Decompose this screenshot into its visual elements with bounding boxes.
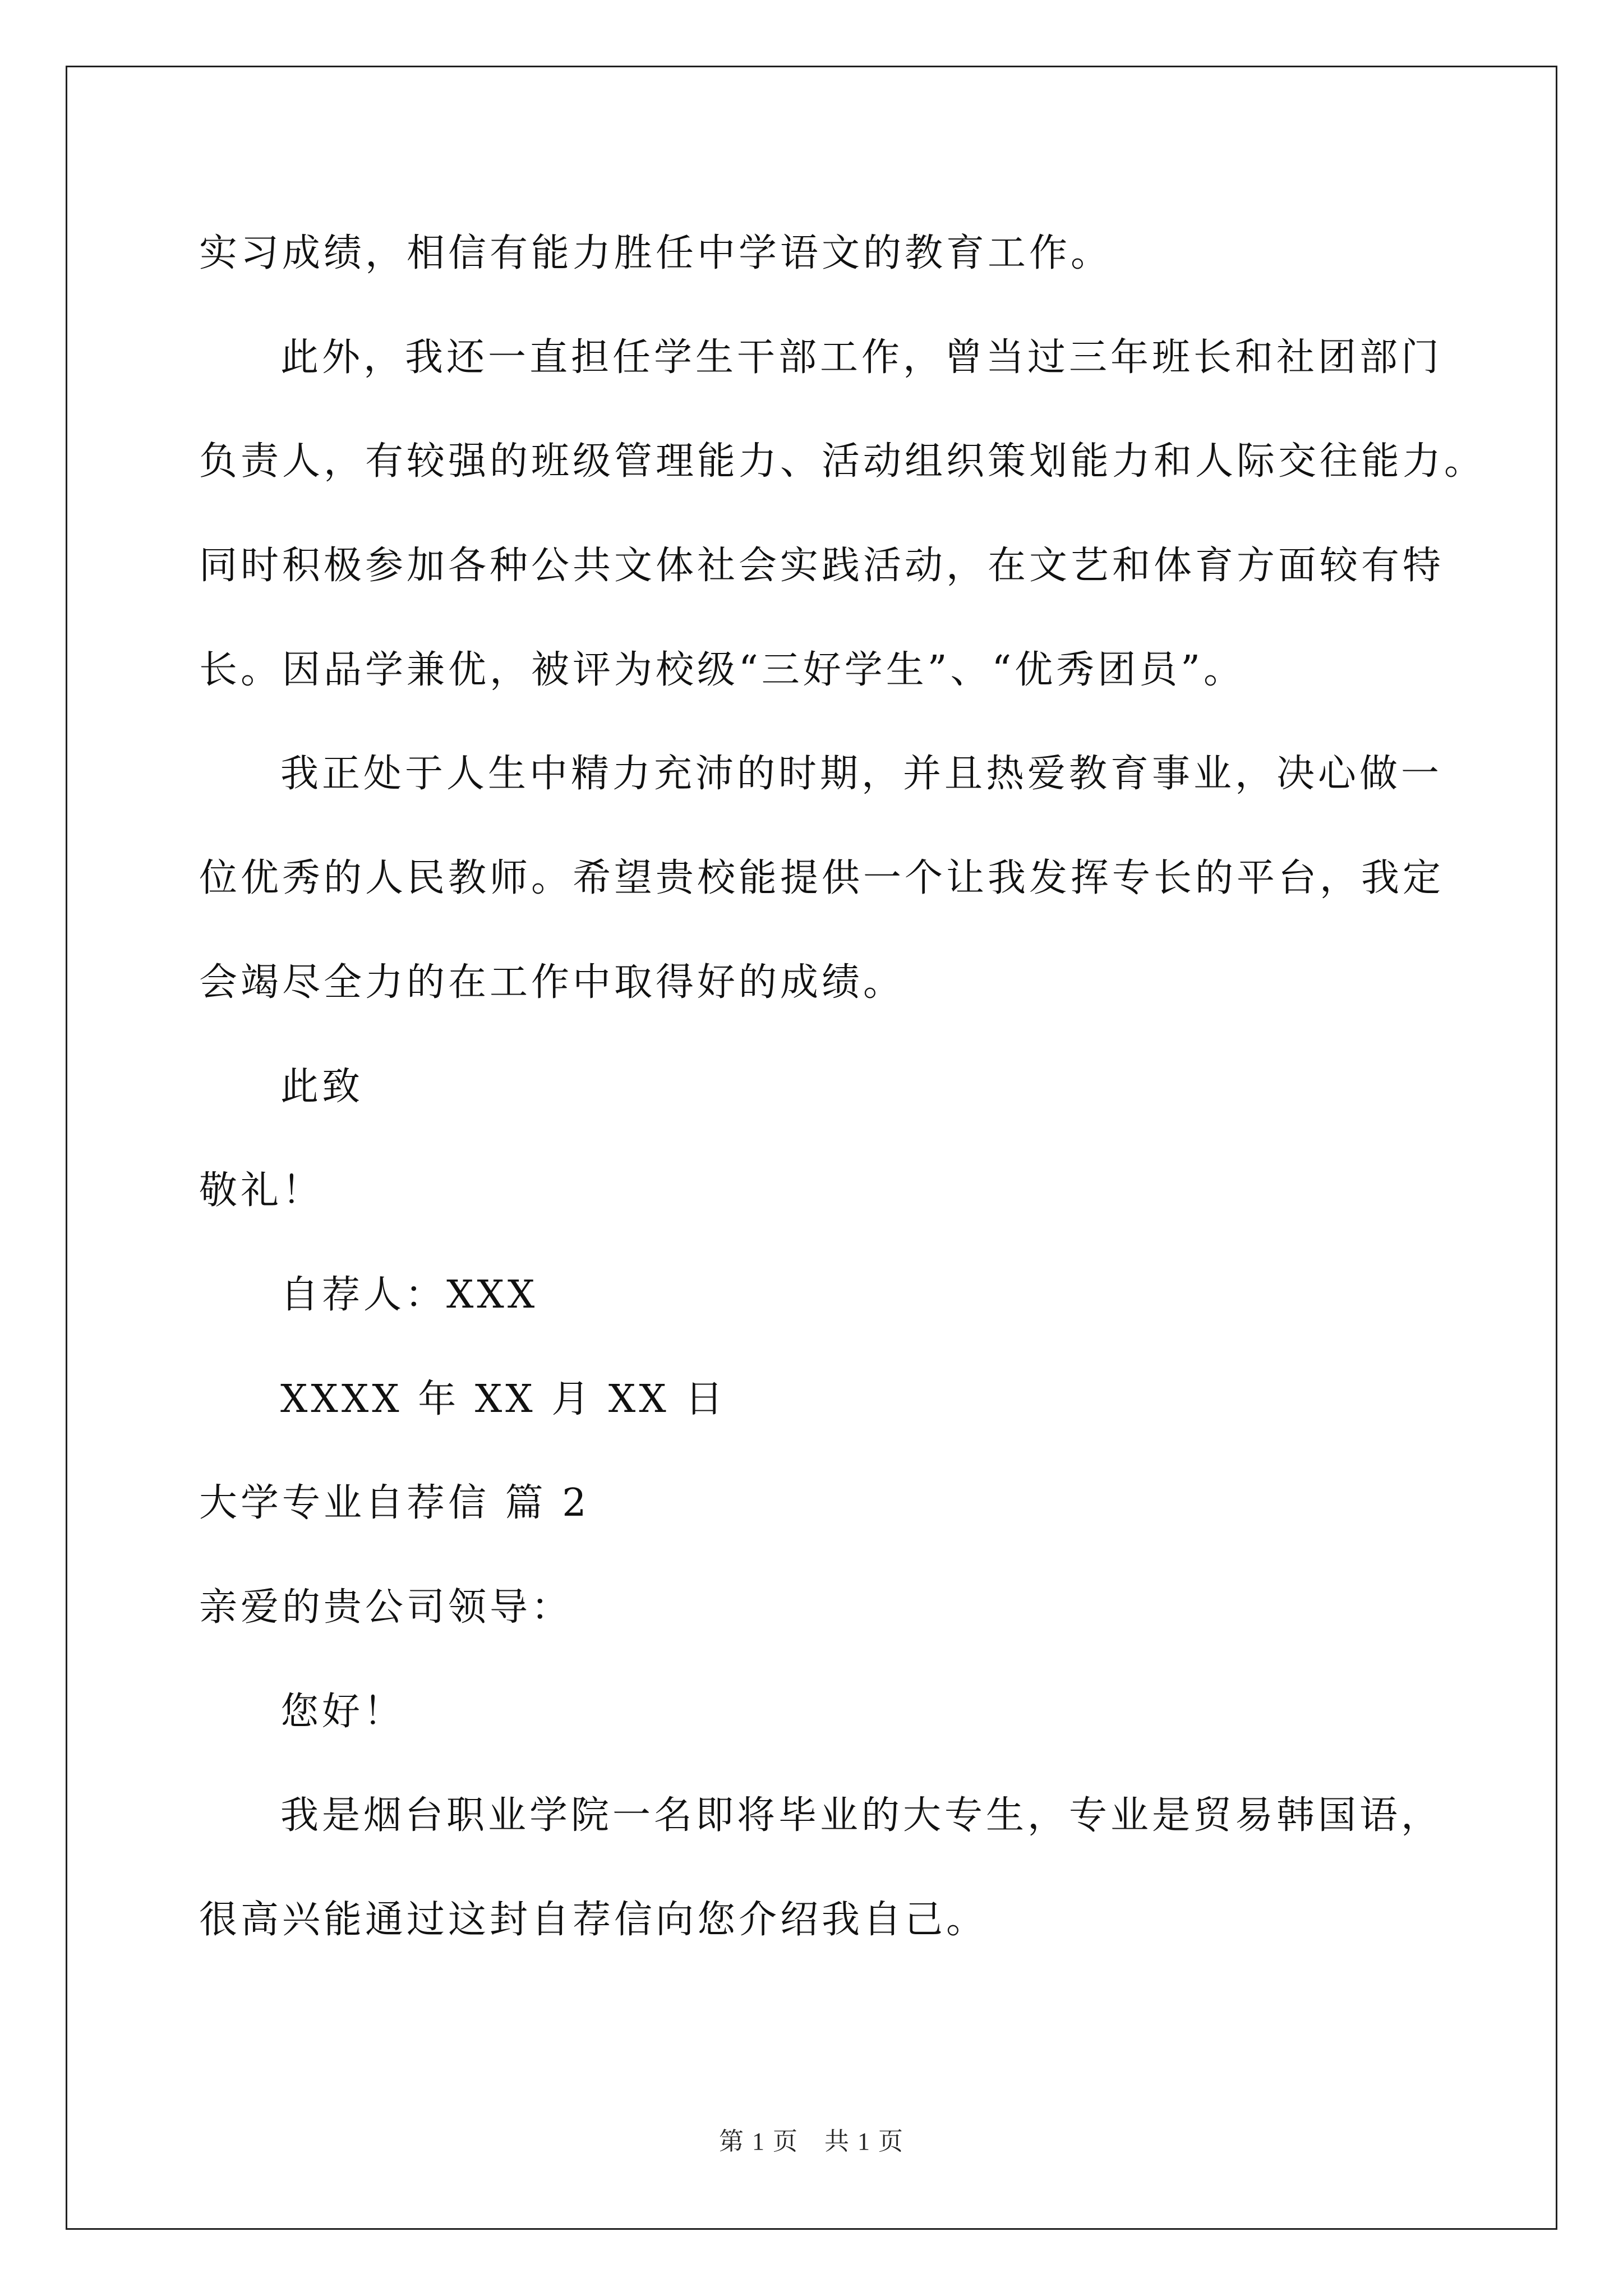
paragraph-line: 我正处于人生中精力充沛的时期，并且热爱教育事业，决心做一 <box>280 752 1443 796</box>
paragraph-line: 负责人，有较强的班级管理能力、活动组织策划能力和人际交往能力。 <box>199 439 1486 484</box>
closing-line: 此致 <box>280 1065 364 1109</box>
greeting-line: 您好！ <box>280 1690 405 1734</box>
paragraph-line: 会竭尽全力的在工作中取得好的成绩。 <box>199 960 905 1005</box>
greeting-line: 亲爱的贵公司领导： <box>199 1585 573 1630</box>
paragraph-line: 同时积极参加各种公共文体社会实践活动，在文艺和体育方面较有特 <box>199 544 1445 588</box>
salutation-line: 敬礼！ <box>199 1168 324 1213</box>
page-footer: 第 1 页 共 1 页 <box>719 2128 904 2155</box>
date-line: XXXX 年 XX 月 XX 日 <box>280 1377 727 1421</box>
signature-line: 自荐人：XXX <box>280 1273 538 1317</box>
paragraph-line: 我是烟台职业学院一名即将毕业的大专生，专业是贸易韩国语， <box>280 1793 1443 1838</box>
paragraph-line: 此外，我还一直担任学生干部工作，曾当过三年班长和社团部门 <box>280 335 1443 380</box>
paragraph-line: 长。因品学兼优，被评为校级“三好学生”、“优秀团员”。 <box>199 648 1246 692</box>
paragraph-line: 位优秀的人民教师。希望贵校能提供一个让我发挥专长的平台，我定 <box>199 856 1445 900</box>
paragraph-line: 很高兴能通过这封自荐信向您介绍我自己。 <box>199 1898 988 1942</box>
paragraph-line: 实习成绩，相信有能力胜任中学语文的教育工作。 <box>199 231 1113 275</box>
section-title: 大学专业自荐信 篇 2 <box>199 1481 590 1525</box>
